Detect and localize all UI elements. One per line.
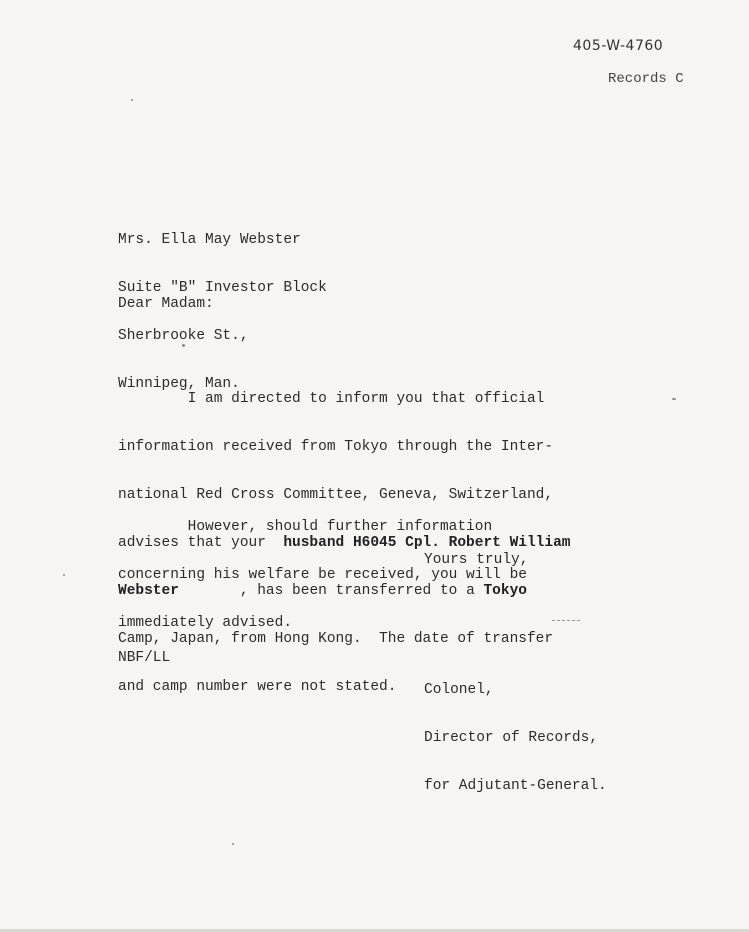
address-line-suite: Suite "B" Investor Block xyxy=(118,280,327,296)
paragraph-line: However, should further information xyxy=(118,519,493,535)
paper-speck xyxy=(232,843,234,845)
signature-mark xyxy=(552,620,580,622)
paragraph-line: national Red Cross Committee, Geneva, Switzerland, xyxy=(118,487,554,503)
body-paragraph-2 xyxy=(118,487,527,663)
signature-position: Director of Records, xyxy=(424,730,599,746)
paragraph-text: , has been transferred to a xyxy=(178,583,484,599)
address-line-name: Mrs. Ella May Webster xyxy=(118,232,301,248)
filled-in-camp: Tokyo xyxy=(483,583,527,599)
paper-speck xyxy=(131,99,133,101)
signature-for: for Adjutant-General. xyxy=(424,778,607,794)
paragraph-text: from Hong Kong. The date of transfer xyxy=(222,631,554,647)
filled-in-name: husband H6045 Cpl. Robert William xyxy=(283,535,571,551)
address-line-city: Winnipeg, Man. xyxy=(118,376,240,392)
paragraph-line: and camp number were not stated. xyxy=(118,679,397,695)
paragraph-line: I am directed to inform you that official xyxy=(118,391,545,407)
records-stamp: Records C xyxy=(608,71,684,87)
paragraph-text: advises that your xyxy=(118,535,284,551)
signature-title: Colonel, xyxy=(424,682,494,698)
file-number: 405-W-4760 xyxy=(573,38,664,54)
paragraph-line: concerning his welfare be received, you will be xyxy=(118,567,527,583)
paper-speck xyxy=(182,344,185,347)
salutation: Dear Madam: xyxy=(118,296,214,312)
paper-speck xyxy=(672,398,676,400)
typist-initials: NBF/LL xyxy=(118,650,171,666)
paper-speck xyxy=(63,574,65,576)
paragraph-line: immediately advised. xyxy=(118,615,293,631)
closing: Yours truly, xyxy=(424,552,529,568)
signature-block xyxy=(424,650,607,826)
address-line-street: Sherbrooke St., xyxy=(118,328,249,344)
paragraph-text: Camp, Japan, xyxy=(118,631,223,647)
filled-in-surname: Webster xyxy=(118,583,179,599)
paragraph-line: information received from Tokyo through the Inter- xyxy=(118,439,554,455)
